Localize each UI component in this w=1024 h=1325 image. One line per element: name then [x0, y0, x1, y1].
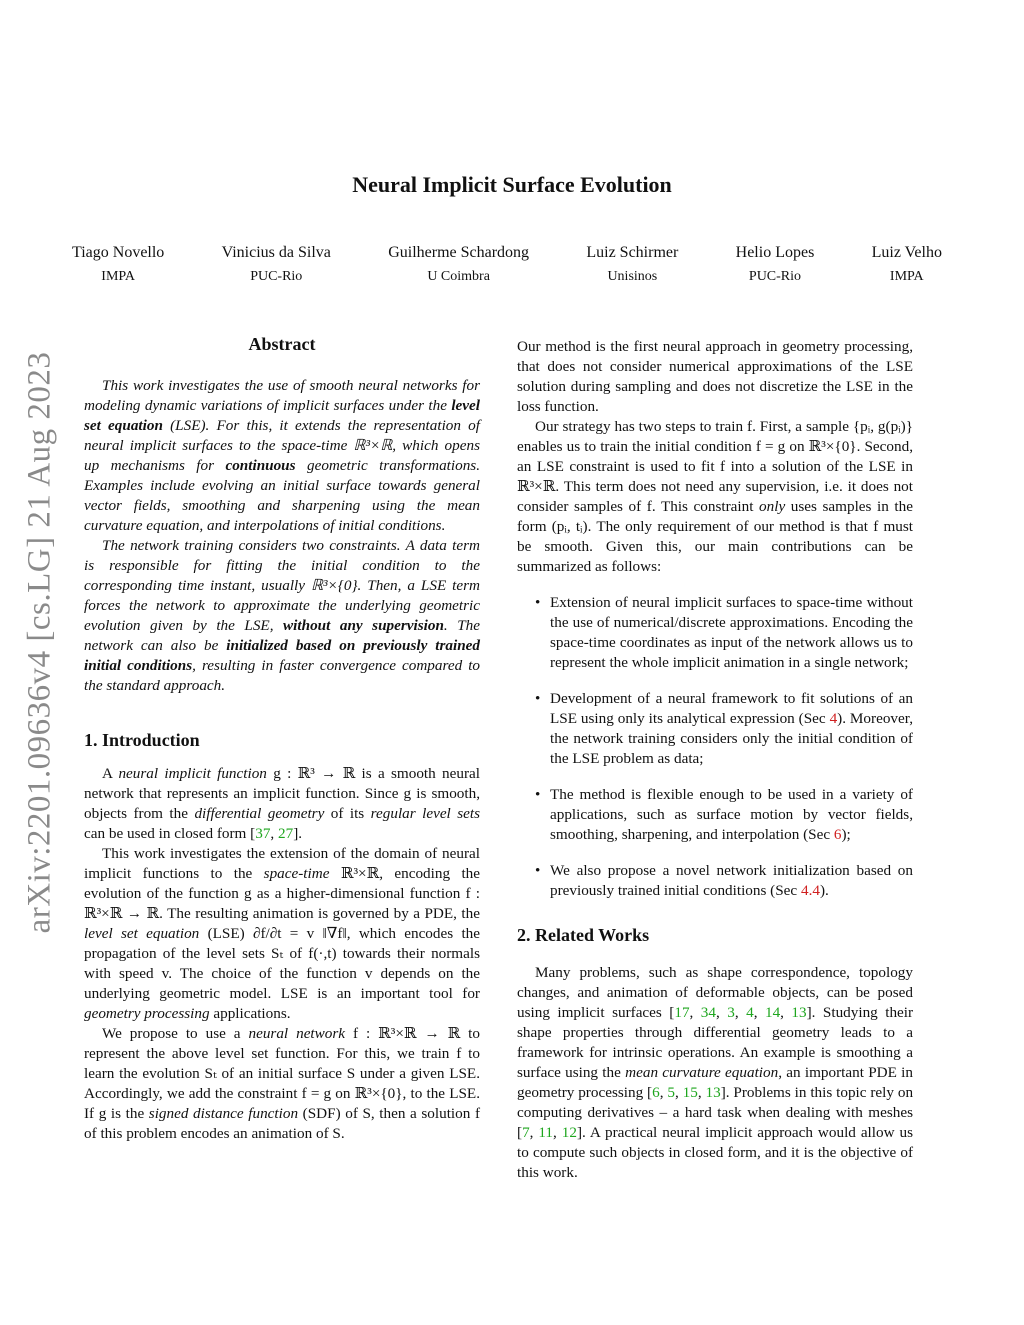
citation-link[interactable]: 17: [674, 1004, 690, 1021]
citation-link[interactable]: 34: [700, 1004, 716, 1021]
list-item: • Extension of neural implicit surfaces to space-time without the use of numerical/discrete approximations. Encoding the space-time coordinates as input of the network allows us to represent the whole implicit animation in a single network;: [517, 593, 913, 673]
author-name: Vinicius da Silva: [221, 244, 331, 261]
author: [222, 242, 331, 290]
author-name: Guilherme Schardong: [388, 244, 530, 261]
author: [72, 242, 164, 290]
arxiv-sidebar-stamp: [8, 345, 72, 940]
author-affiliation: IMPA: [101, 269, 136, 284]
body-paragraph: Our strategy has two steps to train f. First, a sample {pᵢ, g(pᵢ)} enables us to train the initial condition f = g on ℝ³×{0}. Second, an LSE constraint is used to fit f into a solution of the LSE in ℝ³×ℝ. This term does not need any supervision, i.e. it does not consider samples of f. This constraint only uses samples in the form (pᵢ, tᵢ). The only requirement of our method is that f must be smooth. Given this, our main contributions can be summarized as follows:: [517, 418, 913, 575]
left-column: [84, 332, 480, 1144]
author: [586, 242, 678, 290]
list-item: • Development of a neural framework to fit solutions of an LSE using only its analytical expression (Sec 4). Moreover, the network training considers only the initial condition of the LSE problem as data;: [517, 689, 913, 769]
citation-link[interactable]: 14: [764, 1004, 781, 1021]
bold-term: continuous: [225, 457, 296, 474]
bold-term: initialized based on previously trained initial conditions: [84, 637, 480, 674]
citation-link[interactable]: 6: [652, 1084, 660, 1101]
arxiv-identifier: arXiv:2201.09636v4 [cs.LG] 21 Aug 2023: [21, 351, 58, 934]
citation-link[interactable]: 13: [791, 1004, 807, 1021]
section-heading-introduction: 1. Introduction: [84, 730, 200, 750]
section-ref-link[interactable]: 6: [833, 826, 842, 843]
body-paragraph: Our method is the first neural approach in geometry processing, that does not consider numerical approximations of the LSE solution during sampling and does not discretize the LSE in the loss function.: [517, 338, 913, 415]
abstract-paragraph: The network training considers two constraints. A data term is responsible for fitting the initial condition to the corresponding time instant, usually ℝ³×{0}. Then, a LSE term forces the network to approximate the underlying geometric evolution given by the LSE, without any supervision. The network can also be initialized based on previously trained initial conditions, resulting in faster convergence compared to the standard approach.: [84, 537, 481, 694]
citation-link[interactable]: 12: [561, 1124, 577, 1141]
bold-term: level set equation: [84, 397, 480, 434]
author: [872, 242, 942, 290]
body-paragraph: A neural implicit function g : ℝ³ → ℝ is a smooth neural network that represents an implicit function. Since g is smooth, objects from the differential geometry of its regular level sets can be used in closed form [37, 27].: [84, 765, 480, 842]
paper-title: Neural Implicit Surface Evolution: [352, 172, 672, 197]
citation-link[interactable]: 13: [705, 1084, 721, 1101]
author-name: Luiz Schirmer: [586, 244, 679, 261]
section-ref-link[interactable]: 4.4: [800, 882, 820, 899]
author-affiliation: IMPA: [889, 269, 924, 284]
citation-link[interactable]: 37: [255, 825, 271, 842]
section-heading-related-works: 2. Related Works: [517, 925, 650, 945]
contributions-list: [517, 593, 913, 901]
list-item: • We also propose a novel network initialization based on previously trained initial conditions (Sec 4.4).: [517, 861, 913, 901]
author-name: Tiago Novello: [72, 244, 165, 261]
author-affiliation: U Coimbra: [427, 269, 490, 284]
author-name: Luiz Velho: [871, 244, 942, 261]
body-paragraph: We propose to use a neural network f : ℝ³×ℝ → ℝ to represent the above level set function. For this, we train f to learn the evolution Sₜ of an initial surface S under a given LSE. Accordingly, we add the constraint f = g on ℝ³×{0}, to the LSE. If g is the signed distance function (SDF) of S, then a solution f of this problem encodes an animation of S.: [84, 1025, 480, 1142]
citation-link[interactable]: 15: [682, 1084, 698, 1101]
citation-link[interactable]: 11: [538, 1124, 554, 1141]
right-column: [517, 337, 913, 1183]
author-affiliation: PUC-Rio: [748, 269, 802, 284]
citation-link[interactable]: 4: [746, 1004, 754, 1021]
citation-link[interactable]: 3: [727, 1004, 735, 1021]
citation-link[interactable]: 27: [278, 825, 294, 842]
section-ref-link[interactable]: 4: [829, 710, 838, 727]
author-affiliation: Unisinos: [607, 269, 658, 284]
citation-link[interactable]: 7: [522, 1124, 530, 1141]
body-paragraph: This work investigates the extension of the domain of neural implicit functions to the space-time ℝ³×ℝ, encoding the evolution of the function g as a higher-dimensional function f : ℝ³×ℝ → ℝ. The resulting animation is governed by a PDE, the level set equation (LSE) ∂f/∂t = v ‖∇f‖, which encodes the propagation of the level sets Sₜ of f(·,t) towards their normals with speed v. The choice of the function v depends on the underlying geometric model. LSE is an important tool for geometry processing applications.: [84, 845, 480, 1022]
author-name: Helio Lopes: [735, 244, 815, 261]
list-item: • The method is flexible enough to be used in a variety of applications, such as surface motion by vector fields, smoothing, sharpening, and interpolation (Sec 6);: [517, 785, 913, 845]
author-list: [72, 242, 942, 290]
bold-term: without any supervision: [283, 617, 444, 634]
author: [388, 242, 529, 290]
abstract-heading: Abstract: [248, 334, 316, 354]
author-affiliation: PUC-Rio: [250, 269, 303, 284]
body-paragraph: Many problems, such as shape correspondence, topology changes, and animation of deformable objects, can be posed using implicit surfaces [17, 34, 3, 4, 14, 13]. Studying their shape properties through differential geometry leads to a framework for intrinsic operations. An example is smoothing a surface using the mean curvature equation, an important PDE in geometry processing [6, 5, 15, 13]. Problems in this topic rely on computing derivatives – a hard task when dealing with meshes [7, 11, 12]. A practical neural implicit approach would allow us to compute such objects in closed form, and it is the objective of this work.: [517, 964, 914, 1181]
citation-link[interactable]: 5: [667, 1084, 675, 1101]
abstract-paragraph: This work investigates the use of smooth neural networks for modeling dynamic variations of implicit surfaces under the level set equation (LSE). For this, it extends the representation of neural implicit surfaces to the space-time ℝ³×ℝ, which opens up mechanisms for continuous geometric transformations. Examples include evolving an initial surface towards general vector fields, smoothing and sharpening using the mean curvature equation, and interpolations of initial conditions.: [84, 377, 480, 534]
author: [736, 242, 815, 290]
